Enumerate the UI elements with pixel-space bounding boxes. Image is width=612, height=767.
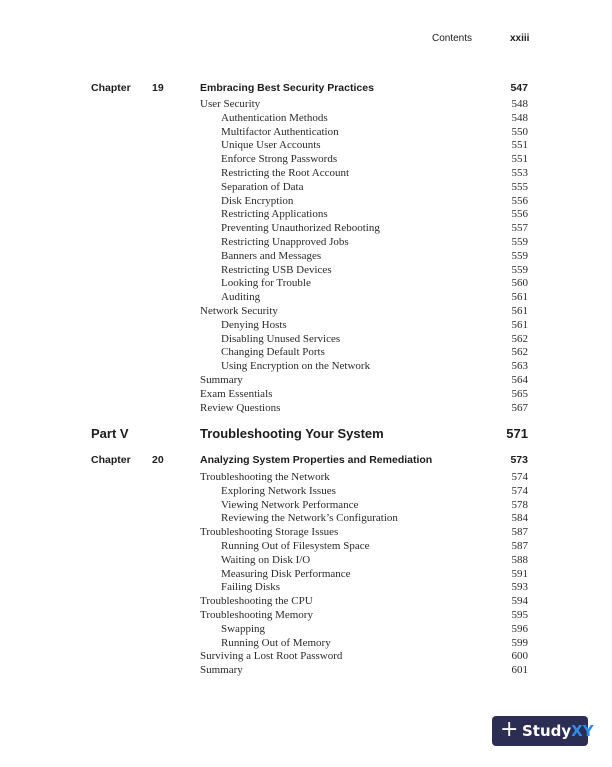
- header-page-number: xxiii: [510, 33, 530, 44]
- toc-entry-page: 563: [511, 360, 528, 373]
- toc-entry: [0, 291, 612, 305]
- toc-entry-page: 561: [511, 291, 528, 304]
- toc-entry: [0, 540, 612, 554]
- toc-entry-page: 599: [511, 636, 528, 649]
- chapter-title: Embracing Best Security Practices: [200, 82, 374, 94]
- toc-entry-title: Authentication Methods: [221, 111, 328, 124]
- toc-entry: [0, 664, 612, 678]
- toc-entry-page: 562: [511, 332, 528, 345]
- toc-entry: [0, 346, 612, 360]
- toc-entry-title: Exploring Network Issues: [221, 484, 336, 497]
- toc-entry: [0, 208, 612, 222]
- toc-entry-page: 556: [511, 194, 528, 207]
- header-section: Contents: [431, 33, 472, 44]
- toc-entry-page: 551: [511, 153, 528, 166]
- brand-accent: XY: [571, 722, 594, 740]
- toc-entry: [0, 126, 612, 140]
- toc-entry-title: Troubleshooting Memory: [200, 609, 313, 621]
- brand-text: [522, 722, 594, 740]
- toc-entry-page: 559: [511, 249, 528, 262]
- toc-entry: [0, 112, 612, 126]
- toc-entry-page: 574: [511, 471, 528, 483]
- toc-entry-title: Running Out of Memory: [221, 636, 331, 649]
- toc-entry-title: Restricting Applications: [221, 208, 328, 221]
- toc-entry-title: Summary: [200, 374, 243, 386]
- toc-entry-title: Waiting on Disk I/O: [221, 553, 311, 566]
- toc-entry: [0, 222, 612, 236]
- toc-entry: [0, 319, 612, 333]
- toc-entry-title: Using Encryption on the Network: [221, 360, 371, 373]
- toc-entry: [0, 637, 612, 651]
- toc-entry: [0, 402, 612, 416]
- toc-entry: [0, 485, 612, 499]
- toc-entry-page: 587: [511, 540, 528, 552]
- toc-entry-page: 550: [511, 125, 528, 138]
- chapter-page: 547: [510, 82, 528, 94]
- toc-entry: [0, 568, 612, 582]
- toc-entry: [0, 512, 612, 526]
- chapter-title: Analyzing System Properties and Remediation: [200, 454, 433, 466]
- toc-entry-page: 548: [511, 111, 528, 124]
- toc-entry-title: Running Out of Filesystem Space: [221, 540, 370, 552]
- chapter-19-heading: [0, 82, 612, 96]
- toc-entry-page: 587: [511, 526, 528, 539]
- toc-entry: [0, 595, 612, 609]
- toc-entry-title: Troubleshooting Storage Issues: [200, 526, 339, 539]
- toc-entry-page: 548: [511, 98, 528, 110]
- toc-entry-page: 551: [511, 139, 528, 152]
- toc-entry: [0, 554, 612, 568]
- toc-entry-title: Measuring Disk Performance: [221, 567, 351, 580]
- toc-entry-title: Unique User Accounts: [221, 139, 321, 152]
- toc-entry-page: 561: [511, 318, 528, 331]
- toc-entry: [0, 139, 612, 153]
- toc-entry-page: 578: [511, 498, 528, 511]
- toc-entry: [0, 526, 612, 540]
- chapter-label: Chapter: [91, 454, 131, 466]
- toc-entry-title: Restricting Unapproved Jobs: [221, 236, 349, 248]
- toc-entry-page: 591: [511, 567, 528, 580]
- toc-entry: [0, 181, 612, 195]
- toc-entry-title: Swapping: [221, 622, 265, 635]
- part-title: Troubleshooting Your System: [200, 426, 384, 441]
- toc-entry: [0, 264, 612, 278]
- toc-entry: [0, 388, 612, 402]
- toc-entry-page: 584: [511, 512, 528, 525]
- toc-entry: [0, 153, 612, 167]
- toc-entry-title: Review Questions: [200, 401, 281, 414]
- toc-entry-page: 564: [511, 374, 528, 386]
- toc-entry-title: Denying Hosts: [221, 318, 287, 331]
- toc-entry-title: Disk Encryption: [221, 194, 294, 207]
- toc-entry-title: Enforce Strong Passwords: [221, 153, 338, 166]
- toc-entry: [0, 277, 612, 291]
- chapter-number: 20: [152, 454, 164, 466]
- toc-entry: [0, 360, 612, 374]
- toc-entry-page: 596: [511, 622, 528, 635]
- toc-entry: [0, 250, 612, 264]
- plus-icon: +: [500, 717, 519, 742]
- toc-entry-title: Restricting the Root Account: [221, 167, 350, 179]
- toc-entry: [0, 581, 612, 595]
- chapter-label: Chapter: [91, 82, 131, 94]
- toc-entry: [0, 195, 612, 209]
- toc-entry-title: Summary: [200, 664, 243, 677]
- toc-entry: [0, 650, 612, 664]
- toc-entry-title: Exam Essentials: [200, 387, 273, 400]
- chapter-page: 573: [510, 454, 528, 466]
- toc-entry: [0, 471, 612, 485]
- toc-entry-title: Reviewing the Network’s Configuration: [221, 512, 398, 525]
- part-page: 571: [506, 426, 528, 441]
- toc-entry-page: 559: [511, 236, 528, 248]
- toc-entry: [0, 609, 612, 623]
- toc-entry-title: Auditing: [221, 291, 261, 304]
- toc-entry: [0, 167, 612, 181]
- toc-entry-page: 588: [511, 553, 528, 566]
- toc-entry-page: 567: [511, 401, 528, 414]
- toc-entry-title: Surviving a Lost Root Password: [200, 650, 343, 663]
- toc-entry-title: Viewing Network Performance: [221, 498, 359, 511]
- toc-entry-page: 574: [511, 484, 528, 497]
- toc-entry-title: Troubleshooting the CPU: [200, 595, 313, 608]
- toc-entry-title: Restricting USB Devices: [221, 263, 332, 276]
- toc-entry-page: 556: [511, 208, 528, 221]
- toc-entry: [0, 98, 612, 112]
- toc-entry-title: Network Security: [200, 305, 278, 317]
- toc-entry-page: 557: [511, 222, 528, 235]
- toc-entry-page: 555: [511, 180, 528, 193]
- toc-entry-page: 565: [511, 387, 528, 400]
- toc-entry-title: Banners and Messages: [221, 249, 322, 262]
- toc-entry-title: Changing Default Ports: [221, 346, 325, 359]
- toc-entry-title: Preventing Unauthorized Rebooting: [221, 222, 380, 235]
- studyxy-watermark: [492, 716, 594, 746]
- toc-entry: [0, 333, 612, 347]
- toc-entry-title: Separation of Data: [221, 180, 304, 193]
- part-label: Part V: [91, 426, 129, 441]
- toc-entry-page: 553: [511, 167, 528, 179]
- brand-name: Study: [522, 722, 572, 740]
- running-header: [0, 33, 612, 47]
- toc-entry-page: 562: [511, 346, 528, 359]
- toc-entry-page: 593: [511, 581, 528, 594]
- toc-entry-page: 559: [511, 263, 528, 276]
- toc-entry-title: User Security: [200, 98, 261, 110]
- toc-entry: [0, 623, 612, 637]
- toc-entry-page: 600: [511, 650, 528, 663]
- toc-entry: [0, 499, 612, 513]
- toc-entry-title: Looking for Trouble: [221, 277, 311, 290]
- toc-entry: [0, 374, 612, 388]
- toc-entry-page: 560: [511, 277, 528, 290]
- toc-entry-page: 561: [511, 305, 528, 317]
- chapter-number: 19: [152, 82, 164, 94]
- toc-entry-title: Troubleshooting the Network: [200, 471, 330, 483]
- toc-entry-title: Multifactor Authentication: [221, 125, 339, 138]
- toc-entry-page: 601: [511, 664, 528, 677]
- part-5-heading: [0, 426, 612, 444]
- chapter-20-heading: [0, 454, 612, 468]
- toc-entry-title: Failing Disks: [221, 581, 280, 594]
- toc-entry: [0, 236, 612, 250]
- toc-entry-page: 594: [511, 595, 528, 608]
- toc-entry: [0, 305, 612, 319]
- toc-entry-page: 595: [511, 609, 528, 621]
- toc-entry-title: Disabling Unused Services: [221, 332, 341, 345]
